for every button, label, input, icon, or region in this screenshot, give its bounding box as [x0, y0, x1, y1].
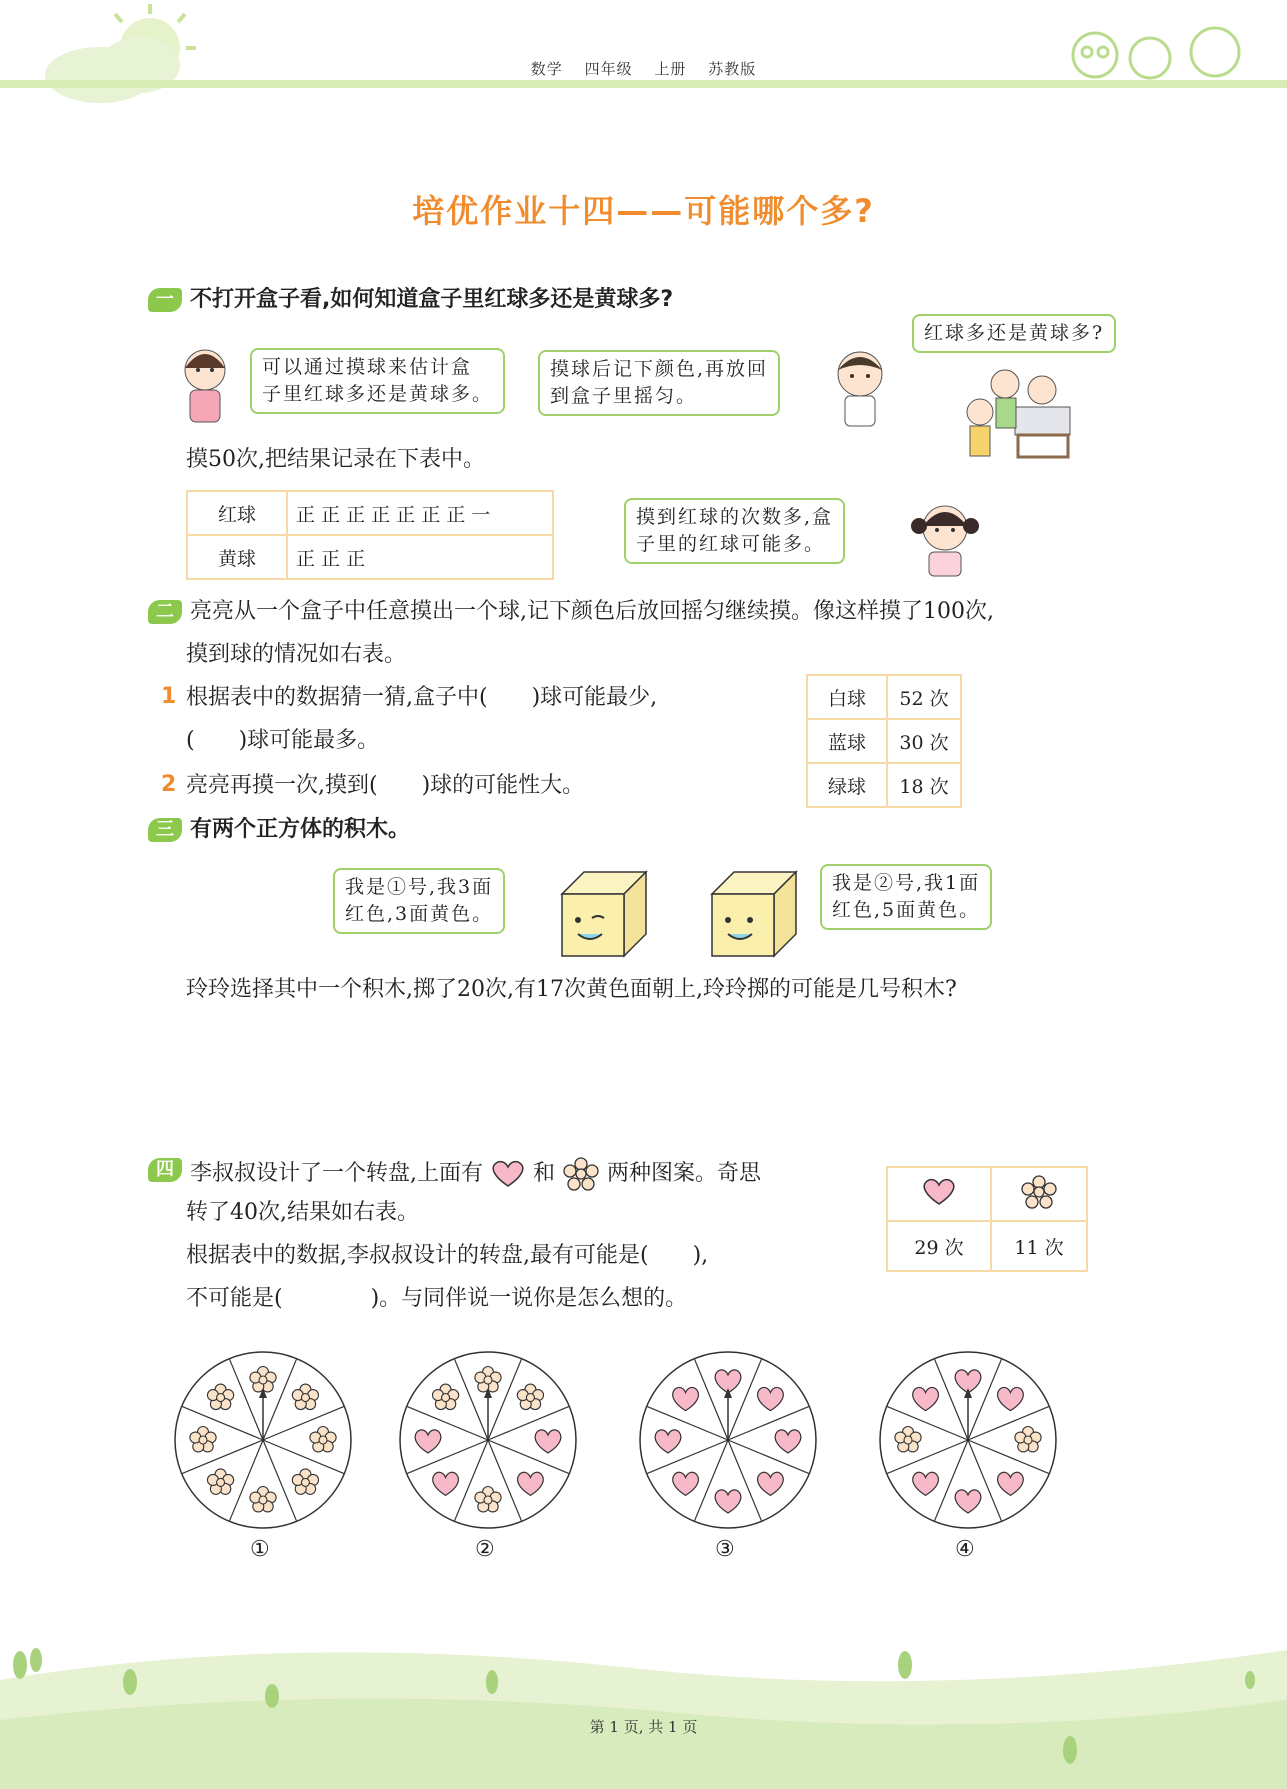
subquestion-number-1: 1 [161, 684, 177, 709]
heart-icon [920, 1176, 958, 1208]
bubble-line: 摸到红球的次数多,盒 [636, 506, 834, 528]
section2-question-line1: 亮亮从一个盒子中任意摸出一个球,记下颜色后放回摇匀继续摸。像这样摸了100次, [190, 599, 994, 624]
wheel-labels [160, 1536, 1080, 1566]
bubble-line: 红色,3面黄色。 [345, 903, 494, 925]
section4-line1-part: 李叔叔设计了一个转盘,上面有 [190, 1161, 483, 1186]
wheel-label-4: ④ [955, 1537, 975, 1562]
spinner-result-table [886, 1166, 1088, 1272]
header-decoration [0, 0, 1287, 110]
wheel-label-2: ② [475, 1537, 495, 1562]
section-badge-2: 二 [148, 600, 182, 624]
speech-bubble-boy [538, 350, 780, 416]
children-box-illustration-icon [960, 362, 1080, 470]
table-cell-label: 蓝球 [807, 719, 887, 763]
section3-text: 玲玲选择其中一个积木,掷了20次,有17次黄色面朝上,玲玲掷的可能是几号积木? [186, 977, 957, 1002]
tally-table [186, 490, 554, 580]
table-cell-flower [991, 1167, 1087, 1221]
table-row [807, 763, 961, 807]
table-cell-label: 白球 [807, 675, 887, 719]
section-badge-1: 一 [148, 288, 182, 312]
table-row [887, 1221, 1087, 1271]
flower-icon [1019, 1174, 1059, 1210]
bubble-line: 子里红球多还是黄球多。 [262, 383, 494, 405]
girl2-illustration-icon [905, 496, 985, 578]
table-cell-heart [887, 1167, 991, 1221]
bubble-line: 可以通过摸球来估计盒 [262, 356, 473, 378]
section2-question-line2: 摸到球的情况如右表。 [186, 642, 407, 667]
header-grade: 四年级 [584, 60, 633, 78]
table-cell-count: 30 次 [887, 719, 961, 763]
bubble-line: 我是②号,我1面 [832, 872, 981, 894]
section4-line1 [190, 1156, 761, 1192]
section4-line2: 转了40次,结果如右表。 [186, 1200, 419, 1225]
table-cell-label: 绿球 [807, 763, 887, 807]
page-title: 培优作业十四——可能哪个多? [412, 192, 875, 230]
header-subject: 数学 [530, 60, 563, 78]
table-row [187, 491, 553, 535]
wheel-label-1: ① [250, 1537, 270, 1562]
bubble-line: 子里的红球可能多。 [636, 533, 826, 555]
header-volume: 上册 [654, 60, 687, 78]
section1-instruction: 摸50次,把结果记录在下表中。 [186, 447, 485, 472]
speech-bubble-girl2 [624, 498, 845, 564]
flower-icon [561, 1156, 601, 1192]
girl-illustration-icon [170, 340, 240, 430]
subquestion-number-2: 2 [161, 772, 177, 797]
section-badge-3: 三 [148, 818, 182, 842]
header-rule [0, 80, 1287, 88]
header-edition: 苏教版 [708, 60, 757, 78]
speech-bubble-cube2 [820, 864, 992, 930]
cube-2-icon [710, 870, 800, 958]
section4-line1-part: 和 [533, 1161, 556, 1186]
section4-line4: 不可能是( )。与同伴说一说你是怎么想的。 [186, 1286, 688, 1311]
table-row [807, 675, 961, 719]
bubble-line: 到盒子里摇匀。 [550, 385, 698, 407]
table-row [807, 719, 961, 763]
footer-hills [0, 1620, 1287, 1789]
table-cell-count: 29 次 [887, 1221, 991, 1271]
table-cell-tally: 正 正 正 [287, 535, 553, 579]
table-cell-count: 52 次 [887, 675, 961, 719]
speech-bubble-question [912, 314, 1116, 353]
header-text [0, 58, 1287, 79]
ball-count-table [806, 674, 962, 808]
section-badge-4: 四 [148, 1158, 182, 1182]
table-cell-label: 红球 [187, 491, 287, 535]
spinner-wheel [175, 1352, 351, 1528]
spinner-wheel [640, 1352, 816, 1528]
subquestion2-line: 亮亮再摸一次,摸到( )球的可能性大。 [186, 773, 585, 798]
subquestion1-line2: ( )球可能最多。 [186, 728, 380, 753]
page-footer: 第 1 页, 共 1 页 [589, 1718, 698, 1736]
speech-bubble-cube1 [333, 868, 505, 934]
section4-line1-part: 两种图案。奇思 [607, 1161, 762, 1186]
table-row [187, 535, 553, 579]
boy-illustration-icon [825, 342, 895, 432]
cube-1-icon [560, 870, 650, 958]
table-cell-count: 18 次 [887, 763, 961, 807]
spinner-wheel [400, 1352, 576, 1528]
speech-bubble-girl [250, 348, 505, 414]
heart-icon [489, 1158, 527, 1190]
spinner-wheel [880, 1352, 1056, 1528]
bubble-line: 摸球后记下颜色,再放回 [550, 358, 769, 380]
bubble-line: 红球多还是黄球多? [924, 322, 1105, 344]
spinner-wheels [160, 1345, 1080, 1565]
section4-line3: 根据表中的数据,李叔叔设计的转盘,最有可能是( ), [186, 1243, 709, 1268]
subquestion1-line1: 根据表中的数据猜一猜,盒子中( )球可能最少, [186, 685, 658, 710]
wheel-label-3: ③ [715, 1537, 735, 1562]
section3-question: 有两个正方体的积木。 [190, 817, 411, 842]
table-cell-count: 11 次 [991, 1221, 1087, 1271]
section1-question: 不打开盒子看,如何知道盒子里红球多还是黄球多? [190, 287, 674, 312]
bubble-line: 我是①号,我3面 [345, 876, 494, 898]
bubble-line: 红色,5面黄色。 [832, 899, 981, 921]
table-cell-label: 黄球 [187, 535, 287, 579]
table-row [887, 1167, 1087, 1221]
table-cell-tally: 正 正 正 正 正 正 正 一 [287, 491, 553, 535]
